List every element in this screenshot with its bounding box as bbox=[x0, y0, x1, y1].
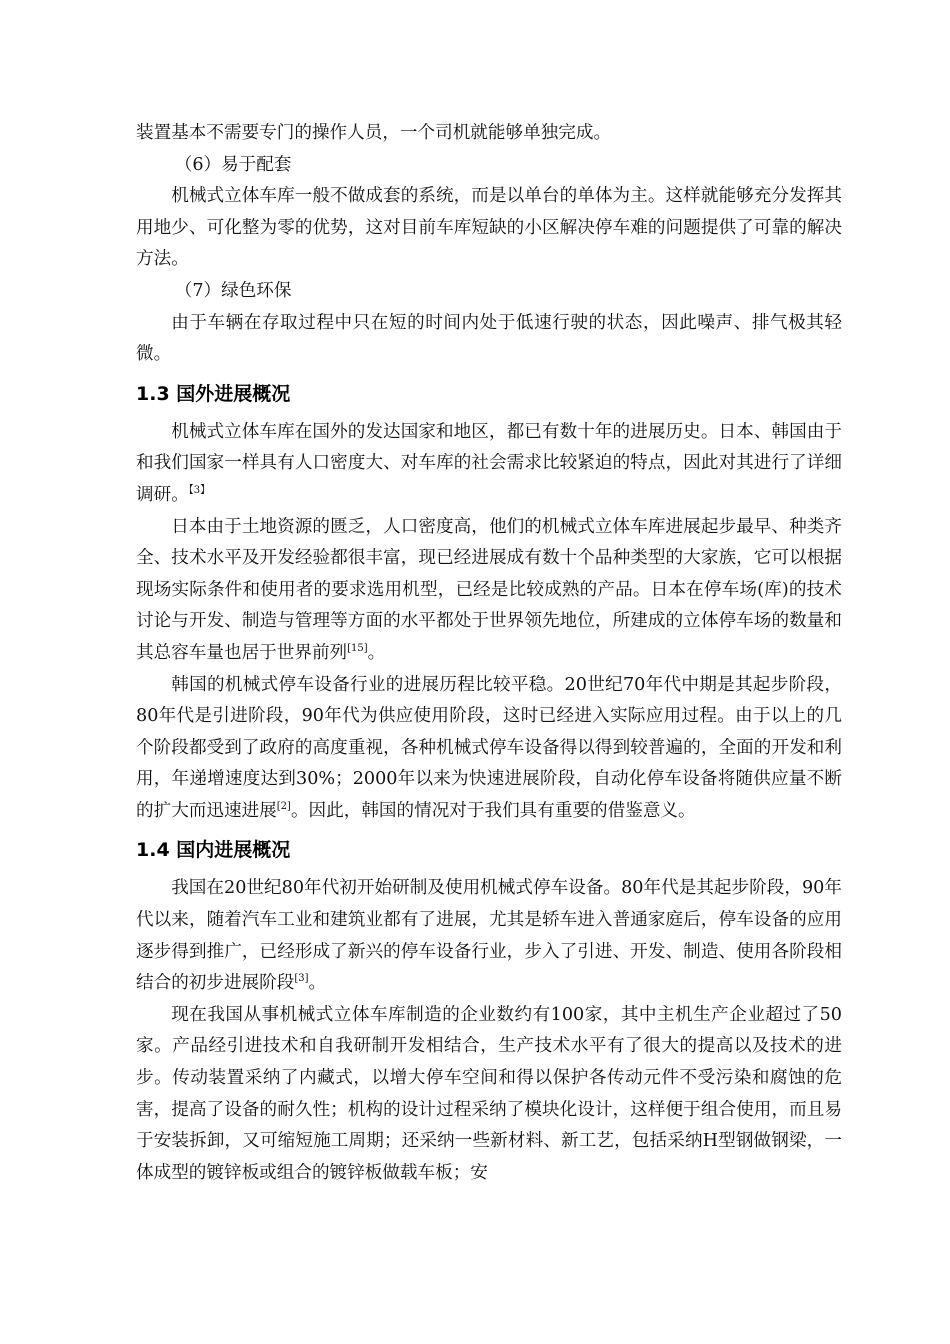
paragraph-text: 机械式立体车库在国外的发达国家和地区，都已有数十年的进展历史。日本、韩国由于和我们国家一样具有人口密度大、对车库的社会需求比较紧迫的特点，因此对其进行了详细调研。 bbox=[136, 421, 842, 505]
paragraph: 由于车辆在存取过程中只在短的时间内处于低速行驶的状态，因此噪声、排气极其轻微。 bbox=[136, 312, 842, 365]
citation: [15] bbox=[347, 643, 368, 655]
paragraph: 机械式立体车库一般不做成套的系统，而是以单台的单体为主。这样就能够充分发挥其用地少、可化整为零的优势，这对目前车库短缺的小区解决停车难的问题提供了可靠的解决方法。 bbox=[136, 186, 842, 270]
paragraph-text: 日本由于土地资源的匮乏，人口密度高，他们的机械式立体车库进展起步最早、种类齐全、技术水平及开发经验都很丰富，现已经进展成有数十个品种类型的大家族，它可以根据现场实际条件和使用者的要求选用机型，已经是比较成熟的产品。日本在停车场(库)的技术讨论与开发、制造与管理等方面的水平都处于世界领先地位，所建成的立体停车场的数量和其总容车量也居于世界前列 bbox=[136, 516, 842, 663]
paragraph-text-end: 。 bbox=[308, 973, 327, 994]
paragraph-text-end: 。因此，韩国的情况对于我们具有重要的借鉴意义。 bbox=[290, 800, 696, 821]
paragraph bbox=[136, 670, 842, 828]
paragraph bbox=[136, 873, 842, 999]
paragraph-text: 韩国的机械式停车设备行业的进展历程比较平稳。20世纪70年代中期是其起步阶段，80年代是引进阶段，90年代为供应使用阶段，这时已经进入实际应用过程。由于以上的几个阶段都受到了政府的高度重视，各种机械式停车设备得以得到较普遍的，全面的开发和利用，年递增速度达到30%；2000年以来为快速进展阶段，自动化停车设备将随供应量不断的扩大而迅速进展 bbox=[136, 674, 842, 821]
paragraph-text: 我国在20世纪80年代初开始研制及使用机械式停车设备。80年代是其起步阶段，90年代以来，随着汽车工业和建筑业都有了进展，尤其是轿车进入普通家庭后，停车设备的应用逐步得到推广，已经形成了新兴的停车设备行业，步入了引进、开发、制造、使用各阶段相结合的初步进展阶段 bbox=[136, 878, 842, 994]
section-heading-1-3: 1.3 国外进展概况 bbox=[136, 382, 291, 405]
citation: [3] bbox=[294, 973, 309, 985]
paragraph: 现在我国从事机械式立体车库制造的企业数约有100家，其中主机生产企业超过了50家。产品经引进技术和自我研制开发相结合，生产技术水平有了很大的提高以及技术的进步。传动装置采纳了内藏式，以增大停车空间和得以保护各传动元件不受污染和腐蚀的危害，提高了设备的耐久性；机构的设计过程采纳了模块化设计，这样便于组合使用，而且易于安装拆卸，又可缩短施工周期；还采纳一些新材料、新工艺，包括采纳H型钢做钢梁，一体成型的镀锌板或组合的镀锌板做载车板；安 bbox=[136, 1004, 842, 1183]
list-item-6: （6）易于配套 bbox=[174, 154, 292, 175]
paragraph-continued: 装置基本不需要专门的操作人员，一个司机就能够单独完成。 bbox=[136, 123, 612, 143]
paragraph-text-end: 。 bbox=[367, 642, 386, 663]
citation: [2] bbox=[276, 801, 291, 813]
paragraph bbox=[136, 512, 842, 670]
document-page bbox=[136, 118, 842, 1189]
citation: 【3】 bbox=[188, 485, 211, 497]
section-heading-1-4: 1.4 国内进展概况 bbox=[136, 839, 291, 862]
list-item-7: （7）绿色环保 bbox=[174, 280, 292, 301]
paragraph bbox=[136, 417, 842, 512]
